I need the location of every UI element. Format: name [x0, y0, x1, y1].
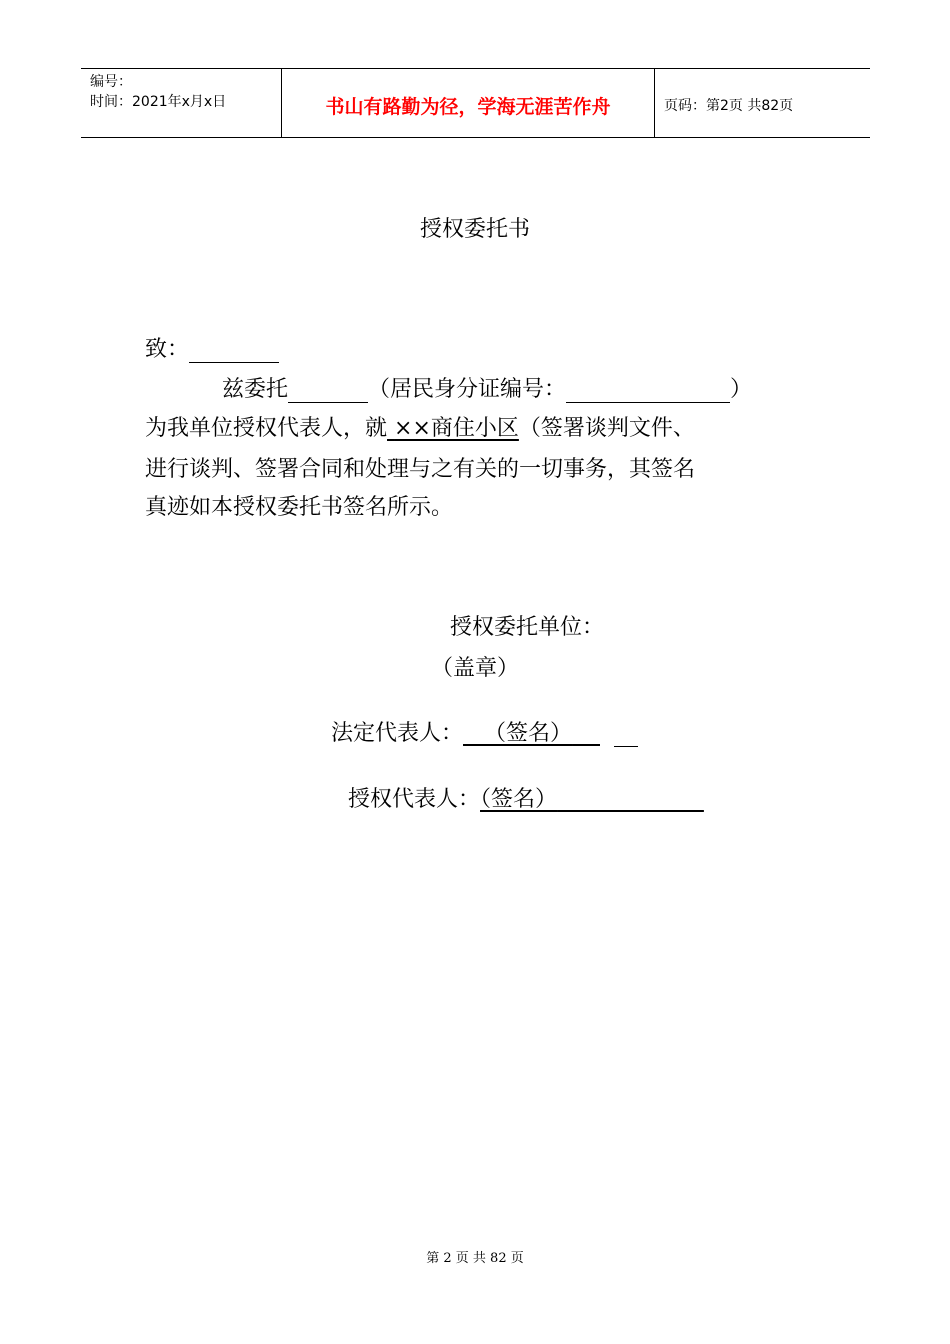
header-motto-cell [282, 69, 655, 137]
legal-rep-signature: （签名） [484, 721, 573, 746]
page-footer: 第 2 页 共 82 页 [426, 1251, 524, 1266]
paragraph-line-4: 真迹如本授权委托书签名所示。 [145, 495, 454, 520]
auth-rep-signature: （签名） [480, 787, 558, 812]
id-close-paren: ） [730, 377, 753, 402]
id-label: （居民身分证编号： [368, 377, 567, 402]
paragraph-line-2 [145, 411, 695, 442]
header-motto: 书山有路勤为径，学海无涯苦作舟 [325, 96, 611, 118]
header-meta-cell [81, 69, 282, 137]
trustee-name-blank [288, 378, 368, 403]
authorizing-unit-label: 授权委托单位： [450, 615, 605, 640]
legal-rep-extra-blank [614, 722, 638, 747]
auth-rep-label: 授权代表人： [348, 787, 481, 812]
addressee-line [145, 332, 279, 363]
addressee-blank [189, 338, 279, 363]
auth-rep-line [348, 782, 704, 813]
number-label: 编号： [90, 74, 132, 90]
page-header [81, 68, 870, 138]
seal-label: （盖章） [431, 656, 520, 681]
header-page-code: 页码：第2页 共82页 [664, 98, 794, 114]
time-label: 时间：2021年x月x日 [90, 94, 227, 110]
paragraph-line-3: 进行谈判、签署合同和处理与之有关的一切事务，其签名 [145, 457, 696, 482]
scope-text: （签署谈判文件、 [518, 416, 695, 441]
project-name: ××商住小区 [394, 416, 519, 441]
legal-rep-label: 法定代表人： [331, 721, 464, 746]
entrust-text: 兹委托 [222, 377, 289, 402]
document-title: 授权委托书 [419, 217, 530, 242]
representative-text: 为我单位授权代表人，就 [145, 416, 388, 441]
legal-rep-line [331, 716, 638, 747]
id-number-blank [566, 378, 730, 403]
to-label: 致： [145, 337, 190, 362]
paragraph-line-1 [222, 372, 752, 403]
header-page-cell [655, 69, 870, 137]
